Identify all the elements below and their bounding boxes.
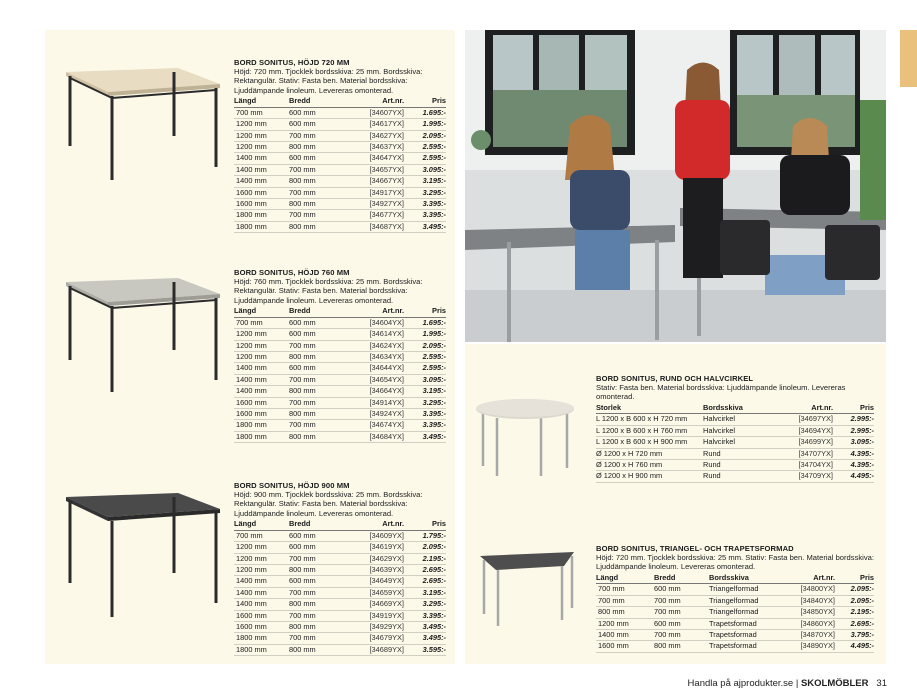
table-row	[596, 471, 874, 482]
spec-cell: 600 mm	[654, 584, 709, 595]
table-row	[234, 587, 446, 598]
spec-cell: 1600 mm	[234, 610, 289, 621]
price-table	[234, 96, 446, 233]
price-cell: 1.995:-	[404, 119, 446, 130]
table-row	[234, 198, 446, 209]
spec-cell: 1600 mm	[234, 408, 289, 419]
spec-cell: 600 mm	[289, 153, 349, 164]
product-title: BORD SONITUS, TRIANGEL- OCH TRAPETSFORMAD	[596, 544, 794, 553]
article-number-cell: [34644YX]	[349, 363, 404, 374]
price-cell: 2.595:-	[404, 141, 446, 152]
price-cell: 2.695:-	[404, 564, 446, 575]
spec-cell: 1400 mm	[234, 164, 289, 175]
spec-cell: L 1200 x B 600 x H 760 mm	[596, 425, 703, 436]
spec-cell: Rund	[703, 459, 775, 470]
spec-cell: 700 mm	[289, 340, 349, 351]
col-header: Bredd	[289, 519, 349, 530]
table-row	[234, 119, 446, 130]
spec-cell: 700 mm	[289, 397, 349, 408]
spec-cell: 1800 mm	[234, 420, 289, 431]
col-header: Bordsskiva	[703, 403, 775, 414]
table-row	[234, 408, 446, 419]
table-row	[234, 576, 446, 587]
table-row	[234, 329, 446, 340]
spec-cell: 1200 mm	[234, 340, 289, 351]
spec-cell: 1400 mm	[234, 576, 289, 587]
spec-cell: 800 mm	[289, 564, 349, 575]
spec-cell: Halvcirkel	[703, 437, 775, 448]
article-number-cell: [34674YX]	[349, 420, 404, 431]
table-row	[596, 437, 874, 448]
price-cell: 3.495:-	[404, 621, 446, 632]
article-number-cell: [34689YX]	[349, 644, 404, 655]
spec-cell: 1800 mm	[234, 644, 289, 655]
table-row	[234, 633, 446, 644]
table-row	[234, 542, 446, 553]
article-number-cell: [34704YX]	[775, 459, 833, 470]
article-number-cell: [34870YX]	[779, 629, 835, 640]
table-row	[234, 530, 446, 541]
table-row	[234, 431, 446, 442]
table-row	[596, 459, 874, 470]
table-row	[234, 610, 446, 621]
spec-cell: 700 mm	[289, 553, 349, 564]
table-row	[596, 641, 874, 652]
col-header: Bredd	[654, 573, 709, 584]
spec-cell: 600 mm	[289, 576, 349, 587]
spec-cell: 700 mm	[654, 629, 709, 640]
table-row	[596, 618, 874, 629]
table-row	[596, 607, 874, 618]
spec-cell: Ø 1200 x H 760 mm	[596, 459, 703, 470]
article-number-cell: [34659YX]	[349, 587, 404, 598]
table-row	[596, 425, 874, 436]
col-header: Bredd	[289, 306, 349, 317]
article-number-cell: [34697YX]	[775, 414, 833, 425]
spec-cell: 800 mm	[596, 607, 654, 618]
price-table	[596, 573, 874, 653]
table-900-image	[58, 487, 223, 622]
spec-cell: 700 mm	[234, 530, 289, 541]
article-number-cell: [34687YX]	[349, 221, 404, 232]
spec-cell: 1600 mm	[234, 621, 289, 632]
spec-cell: 1200 mm	[234, 329, 289, 340]
spec-cell: Ø 1200 x H 900 mm	[596, 471, 703, 482]
table-body	[596, 414, 874, 482]
spec-cell: 700 mm	[234, 107, 289, 118]
table-row	[234, 374, 446, 385]
spec-cell: L 1200 x B 600 x H 900 mm	[596, 437, 703, 448]
spec-cell: 700 mm	[289, 420, 349, 431]
col-header: Art.nr.	[779, 573, 835, 584]
spec-cell: 1800 mm	[234, 210, 289, 221]
classroom-photo	[465, 30, 886, 342]
product-title: BORD SONITUS, HÖJD 760 MM	[234, 268, 350, 277]
col-header: Längd	[234, 306, 289, 317]
article-number-cell: [34850YX]	[779, 607, 835, 618]
spec-cell: Triangelformad	[709, 584, 779, 595]
product-block-760	[234, 268, 446, 443]
price-cell: 3.295:-	[404, 599, 446, 610]
spec-cell: 1600 mm	[234, 187, 289, 198]
article-number-cell: [34707YX]	[775, 448, 833, 459]
article-number-cell: [34684YX]	[349, 431, 404, 442]
table-row	[234, 187, 446, 198]
article-number-cell: [34629YX]	[349, 553, 404, 564]
spec-cell: 1200 mm	[234, 351, 289, 362]
article-number-cell: [34627YX]	[349, 130, 404, 141]
spec-cell: 1400 mm	[234, 599, 289, 610]
article-number-cell: [34917YX]	[349, 187, 404, 198]
table-row	[234, 317, 446, 328]
table-row	[234, 210, 446, 221]
spec-cell: 800 mm	[289, 221, 349, 232]
spec-cell: 600 mm	[289, 119, 349, 130]
price-cell: 2.095:-	[404, 130, 446, 141]
spec-cell: 1800 mm	[234, 633, 289, 644]
price-table	[596, 403, 874, 483]
table-row	[234, 141, 446, 152]
product-description: Höjd: 720 mm. Tjocklek bordsskiva: 25 mm. Bordsskiva: Rektangulär. Stativ: Fasta ben. Material bordsskiva: Ljuddämpande linoleum. Levereras omonterad.	[234, 67, 423, 95]
article-number-cell: [34694YX]	[775, 425, 833, 436]
article-number-cell: [34609YX]	[349, 530, 404, 541]
price-cell: 3.395:-	[404, 210, 446, 221]
price-cell: 3.495:-	[404, 633, 446, 644]
spec-cell: 600 mm	[289, 542, 349, 553]
price-cell: 3.295:-	[404, 397, 446, 408]
footer-section: SKOLMÖBLER	[800, 678, 869, 689]
spec-cell: 1200 mm	[234, 542, 289, 553]
table-row	[234, 107, 446, 118]
table-body	[596, 584, 874, 652]
trapezoid-table-image	[478, 548, 578, 630]
product-description: Höjd: 760 mm. Tjocklek bordsskiva: 25 mm. Bordsskiva: Rektangulär. Stativ: Fasta ben. Material bordsskiva: Ljuddämpande linoleum. Levereras omonterad.	[234, 277, 423, 305]
article-number-cell: [34914YX]	[349, 397, 404, 408]
table-row	[234, 351, 446, 362]
table-row	[234, 130, 446, 141]
spec-cell: 1200 mm	[234, 130, 289, 141]
article-number-cell: [34607YX]	[349, 107, 404, 118]
spec-cell: Halvcirkel	[703, 425, 775, 436]
spec-cell: 700 mm	[596, 584, 654, 595]
spec-cell: 700 mm	[654, 607, 709, 618]
table-row	[234, 221, 446, 232]
spec-cell: 600 mm	[654, 618, 709, 629]
price-cell: 2.995:-	[833, 414, 874, 425]
price-cell: 2.595:-	[404, 363, 446, 374]
spec-cell: 1400 mm	[234, 587, 289, 598]
price-cell: 2.095:-	[404, 340, 446, 351]
col-header: Längd	[596, 573, 654, 584]
article-number-cell: [34677YX]	[349, 210, 404, 221]
price-cell: 1.695:-	[404, 107, 446, 118]
spec-cell: 800 mm	[289, 408, 349, 419]
spec-cell: 600 mm	[289, 107, 349, 118]
article-number-cell: [34890YX]	[779, 641, 835, 652]
spec-cell: Triangelformad	[709, 607, 779, 618]
spec-cell: 700 mm	[289, 130, 349, 141]
col-header: Art.nr.	[349, 96, 404, 107]
spec-cell: 800 mm	[289, 176, 349, 187]
price-cell: 3.295:-	[404, 187, 446, 198]
table-row	[234, 621, 446, 632]
spec-cell: 800 mm	[289, 198, 349, 209]
col-header: Pris	[835, 573, 874, 584]
spec-cell: 700 mm	[289, 187, 349, 198]
article-number-cell: [34604YX]	[349, 317, 404, 328]
article-number-cell: [34657YX]	[349, 164, 404, 175]
price-cell: 2.695:-	[835, 618, 874, 629]
product-description: Höjd: 720 mm. Tjocklek bordsskiva: 25 mm. Stativ: Fasta ben. Material bordsskiva: Ljuddämpande linoleum. Levereras omonterad.	[596, 553, 874, 572]
price-cell: 1.795:-	[404, 530, 446, 541]
article-number-cell: [34709YX]	[775, 471, 833, 482]
col-header: Pris	[833, 403, 874, 414]
spec-cell: Trapetsformad	[709, 618, 779, 629]
table-row	[234, 599, 446, 610]
price-cell: 2.595:-	[404, 153, 446, 164]
spec-cell: 600 mm	[289, 317, 349, 328]
spec-cell: 1400 mm	[234, 386, 289, 397]
spec-cell: 800 mm	[289, 621, 349, 632]
table-row	[234, 386, 446, 397]
price-cell: 3.495:-	[404, 431, 446, 442]
product-title: BORD SONITUS, HÖJD 900 MM	[234, 481, 350, 490]
article-number-cell: [34679YX]	[349, 633, 404, 644]
price-cell: 4.495:-	[833, 471, 874, 482]
article-number-cell: [34654YX]	[349, 374, 404, 385]
col-header: Pris	[404, 519, 446, 530]
article-number-cell: [34919YX]	[349, 610, 404, 621]
spec-cell: 800 mm	[654, 641, 709, 652]
article-number-cell: [34860YX]	[779, 618, 835, 629]
product-description: Stativ: Fasta ben. Material bordsskiva: Ljuddämpande linoleum. Levereras omonterad.	[596, 383, 846, 402]
table-body	[234, 530, 446, 655]
col-header: Bredd	[289, 96, 349, 107]
table-row	[596, 448, 874, 459]
price-cell: 3.595:-	[404, 644, 446, 655]
spec-cell: Triangelformad	[709, 595, 779, 606]
spec-cell: 800 mm	[289, 599, 349, 610]
price-cell: 2.695:-	[404, 576, 446, 587]
article-number-cell: [34634YX]	[349, 351, 404, 362]
table-row	[596, 629, 874, 640]
product-block-900	[234, 481, 446, 656]
spec-cell: 600 mm	[289, 363, 349, 374]
section-tab	[900, 30, 917, 87]
article-number-cell: [34639YX]	[349, 564, 404, 575]
product-block-round	[596, 374, 874, 483]
col-header: Pris	[404, 306, 446, 317]
spec-cell: 1400 mm	[234, 153, 289, 164]
col-header: Art.nr.	[349, 519, 404, 530]
table-760-image	[58, 272, 223, 397]
spec-cell: Trapetsformad	[709, 641, 779, 652]
table-row	[234, 363, 446, 374]
price-cell: 3.195:-	[404, 386, 446, 397]
spec-cell: 700 mm	[289, 374, 349, 385]
table-row	[234, 420, 446, 431]
price-cell: 2.995:-	[833, 425, 874, 436]
table-body	[234, 107, 446, 232]
article-number-cell: [34637YX]	[349, 141, 404, 152]
table-row	[596, 595, 874, 606]
spec-cell: 800 mm	[289, 644, 349, 655]
product-title: BORD SONITUS, RUND OCH HALVCIRKEL	[596, 374, 754, 383]
spec-cell: 700 mm	[289, 633, 349, 644]
article-number-cell: [34667YX]	[349, 176, 404, 187]
table-body	[234, 317, 446, 442]
spec-cell: 1400 mm	[234, 363, 289, 374]
price-cell: 3.795:-	[835, 629, 874, 640]
price-cell: 2.095:-	[835, 584, 874, 595]
spec-cell: 600 mm	[289, 329, 349, 340]
price-cell: 2.595:-	[404, 351, 446, 362]
article-number-cell: [34669YX]	[349, 599, 404, 610]
spec-cell: Rund	[703, 448, 775, 459]
price-cell: 3.395:-	[404, 610, 446, 621]
article-number-cell: [34927YX]	[349, 198, 404, 209]
product-block-triangle	[596, 544, 874, 653]
spec-cell: 1800 mm	[234, 431, 289, 442]
spec-cell: 1200 mm	[596, 618, 654, 629]
table-row	[234, 164, 446, 175]
price-cell: 4.495:-	[835, 641, 874, 652]
price-cell: 3.495:-	[404, 221, 446, 232]
article-number-cell: [34619YX]	[349, 542, 404, 553]
price-cell: 4.395:-	[833, 448, 874, 459]
article-number-cell: [34840YX]	[779, 595, 835, 606]
price-cell: 4.395:-	[833, 459, 874, 470]
col-header: Art.nr.	[775, 403, 833, 414]
price-cell: 3.095:-	[404, 374, 446, 385]
spec-cell: L 1200 x B 600 x H 720 mm	[596, 414, 703, 425]
footer-link[interactable]: Handla på ajprodukter.se	[687, 678, 794, 689]
spec-cell: 700 mm	[289, 587, 349, 598]
spec-cell: Ø 1200 x H 720 mm	[596, 448, 703, 459]
col-header: Art.nr.	[349, 306, 404, 317]
spec-cell: 1600 mm	[596, 641, 654, 652]
spec-cell: 1200 mm	[234, 564, 289, 575]
price-cell: 1.695:-	[404, 317, 446, 328]
price-table	[234, 306, 446, 443]
spec-cell: 700 mm	[234, 317, 289, 328]
article-number-cell: [34664YX]	[349, 386, 404, 397]
article-number-cell: [34624YX]	[349, 340, 404, 351]
article-number-cell: [34614YX]	[349, 329, 404, 340]
product-description: Höjd: 900 mm. Tjocklek bordsskiva: 25 mm. Bordsskiva: Rektangulär. Stativ: Fasta ben. Material bordsskiva: Ljuddämpande linoleum. Levereras omonterad.	[234, 490, 423, 518]
spec-cell: 700 mm	[289, 164, 349, 175]
table-row	[234, 553, 446, 564]
spec-cell: 1400 mm	[234, 176, 289, 187]
table-row	[234, 397, 446, 408]
article-number-cell: [34924YX]	[349, 408, 404, 419]
spec-cell: 1600 mm	[234, 198, 289, 209]
product-block-720	[234, 58, 446, 233]
price-cell: 3.195:-	[404, 176, 446, 187]
spec-cell: 800 mm	[289, 351, 349, 362]
article-number-cell: [34800YX]	[779, 584, 835, 595]
page-footer: Handla på ajprodukter.se | SKOLMÖBLER 31	[687, 678, 887, 689]
price-cell: 3.395:-	[404, 408, 446, 419]
table-row	[234, 153, 446, 164]
spec-cell: 1400 mm	[596, 629, 654, 640]
spec-cell: 1600 mm	[234, 397, 289, 408]
price-cell: 3.195:-	[404, 587, 446, 598]
col-header: Pris	[404, 96, 446, 107]
spec-cell: 700 mm	[289, 610, 349, 621]
table-row	[596, 584, 874, 595]
spec-cell: Halvcirkel	[703, 414, 775, 425]
spec-cell: 700 mm	[289, 210, 349, 221]
spec-cell: 1200 mm	[234, 141, 289, 152]
article-number-cell: [34649YX]	[349, 576, 404, 587]
table-row	[234, 176, 446, 187]
spec-cell: 800 mm	[289, 386, 349, 397]
product-title: BORD SONITUS, HÖJD 720 MM	[234, 58, 350, 67]
table-row	[234, 564, 446, 575]
col-header: Bordsskiva	[709, 573, 779, 584]
table-row	[234, 644, 446, 655]
col-header: Längd	[234, 96, 289, 107]
spec-cell: 600 mm	[289, 530, 349, 541]
table-720-image	[58, 62, 223, 187]
spec-cell: Trapetsformad	[709, 629, 779, 640]
article-number-cell: [34929YX]	[349, 621, 404, 632]
spec-cell: 1400 mm	[234, 374, 289, 385]
price-cell: 2.095:-	[835, 595, 874, 606]
spec-cell: 1800 mm	[234, 221, 289, 232]
spec-cell: Rund	[703, 471, 775, 482]
article-number-cell: [34699YX]	[775, 437, 833, 448]
col-header: Längd	[234, 519, 289, 530]
price-cell: 2.195:-	[404, 553, 446, 564]
table-row	[596, 414, 874, 425]
article-number-cell: [34617YX]	[349, 119, 404, 130]
price-table	[234, 519, 446, 656]
price-cell: 2.095:-	[404, 542, 446, 553]
spec-cell: 800 mm	[289, 431, 349, 442]
table-row	[234, 340, 446, 351]
price-cell: 1.995:-	[404, 329, 446, 340]
spec-cell: 1200 mm	[234, 119, 289, 130]
spec-cell: 700 mm	[654, 595, 709, 606]
spec-cell: 700 mm	[596, 595, 654, 606]
price-cell: 2.195:-	[835, 607, 874, 618]
price-cell: 3.395:-	[404, 198, 446, 209]
round-table-image	[473, 396, 577, 480]
price-cell: 3.395:-	[404, 420, 446, 431]
price-cell: 3.095:-	[833, 437, 874, 448]
col-header: Storlek	[596, 403, 703, 414]
price-cell: 3.095:-	[404, 164, 446, 175]
spec-cell: 800 mm	[289, 141, 349, 152]
spec-cell: 1200 mm	[234, 553, 289, 564]
article-number-cell: [34647YX]	[349, 153, 404, 164]
page-number: 31	[876, 678, 887, 689]
